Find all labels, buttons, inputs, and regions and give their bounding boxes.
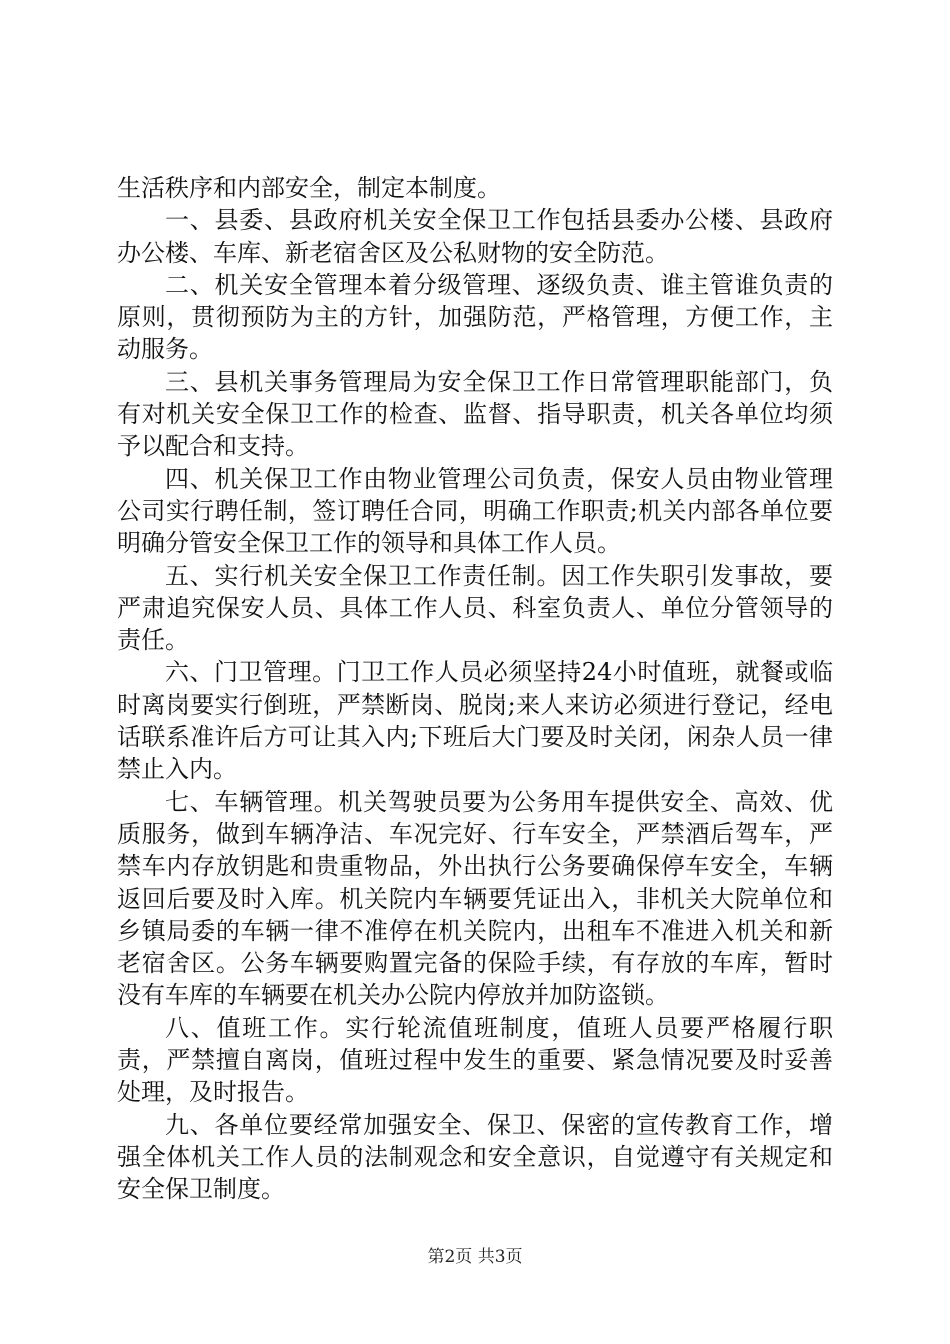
page-number-footer: 第2页 共3页 [427, 1247, 523, 1267]
paragraph-item-5: 五、实行机关安全保卫工作责任制。因工作失职引发事故，要严肃追究保安人员、具体工作人员、科室负责人、单位分管领导的责任。 [117, 561, 833, 655]
document-body [117, 172, 833, 1206]
paragraph-item-7: 七、车辆管理。机关驾驶员要为公务用车提供安全、高效、优质服务，做到车辆净洁、车况完好、行车安全，严禁酒后驾车，严禁车内存放钥匙和贵重物品，外出执行公务要确保停车安全，车辆返回后要及时入库。机关院内车辆要凭证出入，非机关大院单位和乡镇局委的车辆一律不准停在机关院内，出租车不准进入机关和新老宿舍区。公务车辆要购置完备的保险手续，有存放的车库，暂时没有车库的车辆要在机关办公院内停放并加防盗锁。 [117, 787, 833, 1010]
paragraph-item-1: 一、县委、县政府机关安全保卫工作包括县委办公楼、县政府办公楼、车库、新老宿舍区及公私财物的安全防范。 [117, 206, 833, 267]
paragraph-item-2: 二、机关安全管理本着分级管理、逐级负责、谁主管谁负责的原则，贯彻预防为主的方针，加强防范，严格管理，方便工作，主动服务。 [117, 270, 833, 364]
paragraph-intro-continuation: 生活秩序和内部安全，制定本制度。 [117, 174, 501, 202]
paragraph-item-3: 三、县机关事务管理局为安全保卫工作日常管理职能部门，负有对机关安全保卫工作的检查、监督、指导职责，机关各单位均须予以配合和支持。 [117, 367, 833, 461]
paragraph-item-9: 九、各单位要经常加强安全、保卫、保密的宣传教育工作，增强全体机关工作人员的法制观念和安全意识，自觉遵守有关规定和安全保卫制度。 [117, 1110, 833, 1204]
paragraph-item-8: 八、值班工作。实行轮流值班制度，值班人员要严格履行职责，严禁擅自离岗，值班过程中发生的重要、紧急情况要及时妥善处理，及时报告。 [117, 1013, 833, 1107]
paragraph-item-4: 四、机关保卫工作由物业管理公司负责，保安人员由物业管理公司实行聘任制，签订聘任合同，明确工作职责;机关内部各单位要明确分管安全保卫工作的领导和具体工作人员。 [117, 464, 833, 558]
paragraph-item-6: 六、门卫管理。门卫工作人员必须坚持24小时值班，就餐或临时离岗要实行倒班，严禁断岗、脱岗;来人来访必须进行登记，经电话联系准许后方可让其入内;下班后大门要及时关闭，闲杂人员一律禁止入内。 [117, 658, 833, 784]
